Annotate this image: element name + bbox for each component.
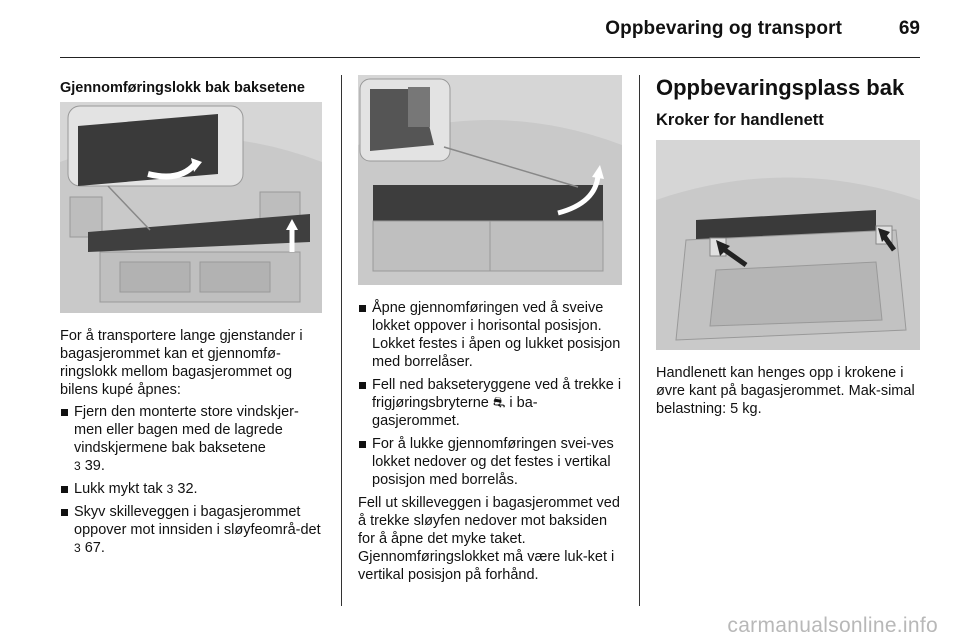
list-item: For å lukke gjennomføringen svei-ves lokket nedover og det festes i vertikal posisjon med borrelås.: [358, 435, 622, 489]
column-divider-left: [341, 75, 342, 606]
page-title: Oppbevaring og transport: [605, 18, 842, 39]
column-divider-right: [639, 75, 640, 606]
header-rule: [60, 57, 920, 58]
watermark: carmanualsonline.info: [727, 614, 938, 637]
closing-paragraph: Fell ut skilleveggen i bagasjerommet ved å trekke sløyfen nedover mot baksiden for å åpne det myke taket. Gjennomføringslokket må være luk-ket i vertikal posisjon på forhånd.: [358, 495, 620, 583]
section-heading-passthrough: Gjennomføringslokk bak baksetene: [60, 80, 305, 96]
trunk-passthrough-illustration: [60, 102, 322, 313]
passthrough-open-illustration: [358, 75, 622, 285]
list-item: Fjern den monterte store vindskjer-men eller bagen med de lagrede vindskjermene bak baksetene 3 39.: [60, 403, 322, 475]
shopping-net-paragraph: Handlenett kan henges opp i krokene i øvre kant på bagasjerommet. Mak-simal belastning: 5 kg.: [656, 365, 915, 417]
page-reference[interactable]: 67.: [84, 540, 105, 556]
release-switch-icon: ⛐: [492, 395, 506, 411]
section-heading-storage: Oppbevaringsplass bak: [656, 75, 905, 100]
left-column: [60, 75, 322, 562]
page-reference[interactable]: 39.: [84, 458, 105, 474]
left-bullet-list: [60, 403, 322, 557]
shopping-net-hooks-illustration: [656, 140, 920, 350]
page-number: 69: [898, 18, 920, 39]
middle-bullet-list: [358, 299, 622, 489]
reference-icon: 3: [74, 541, 81, 555]
right-column: [656, 75, 922, 418]
middle-column: [358, 75, 622, 584]
reference-icon: 3: [166, 482, 174, 496]
list-item: Fell ned bakseteryggene ved å trekke i frigjøringsbryterne ⛐ i ba-gasjerommet.: [358, 376, 622, 430]
intro-paragraph: For å transportere lange gjenstander i bagasjerommet kan et gjennomfø-ringslokk mellom bagasjerommet og bilens kupé åpnes:: [60, 328, 303, 398]
list-item: Åpne gjennomføringen ved å sveive lokket oppover i horisontal posisjon. Lokket festes i åpen og lukket posisjon med borrelåser.: [358, 299, 622, 371]
reference-icon: 3: [74, 459, 81, 473]
page-header: [0, 0, 960, 62]
subheading-shopping-net-hooks: Kroker for handlenett: [656, 111, 824, 129]
list-item: Skyv skilleveggen i bagasjerommet oppover mot innsiden i sløyfeområ-det 3 67.: [60, 503, 322, 557]
page-reference[interactable]: 32.: [177, 481, 198, 497]
list-item: Lukk mykt tak 3 32.: [60, 480, 322, 498]
